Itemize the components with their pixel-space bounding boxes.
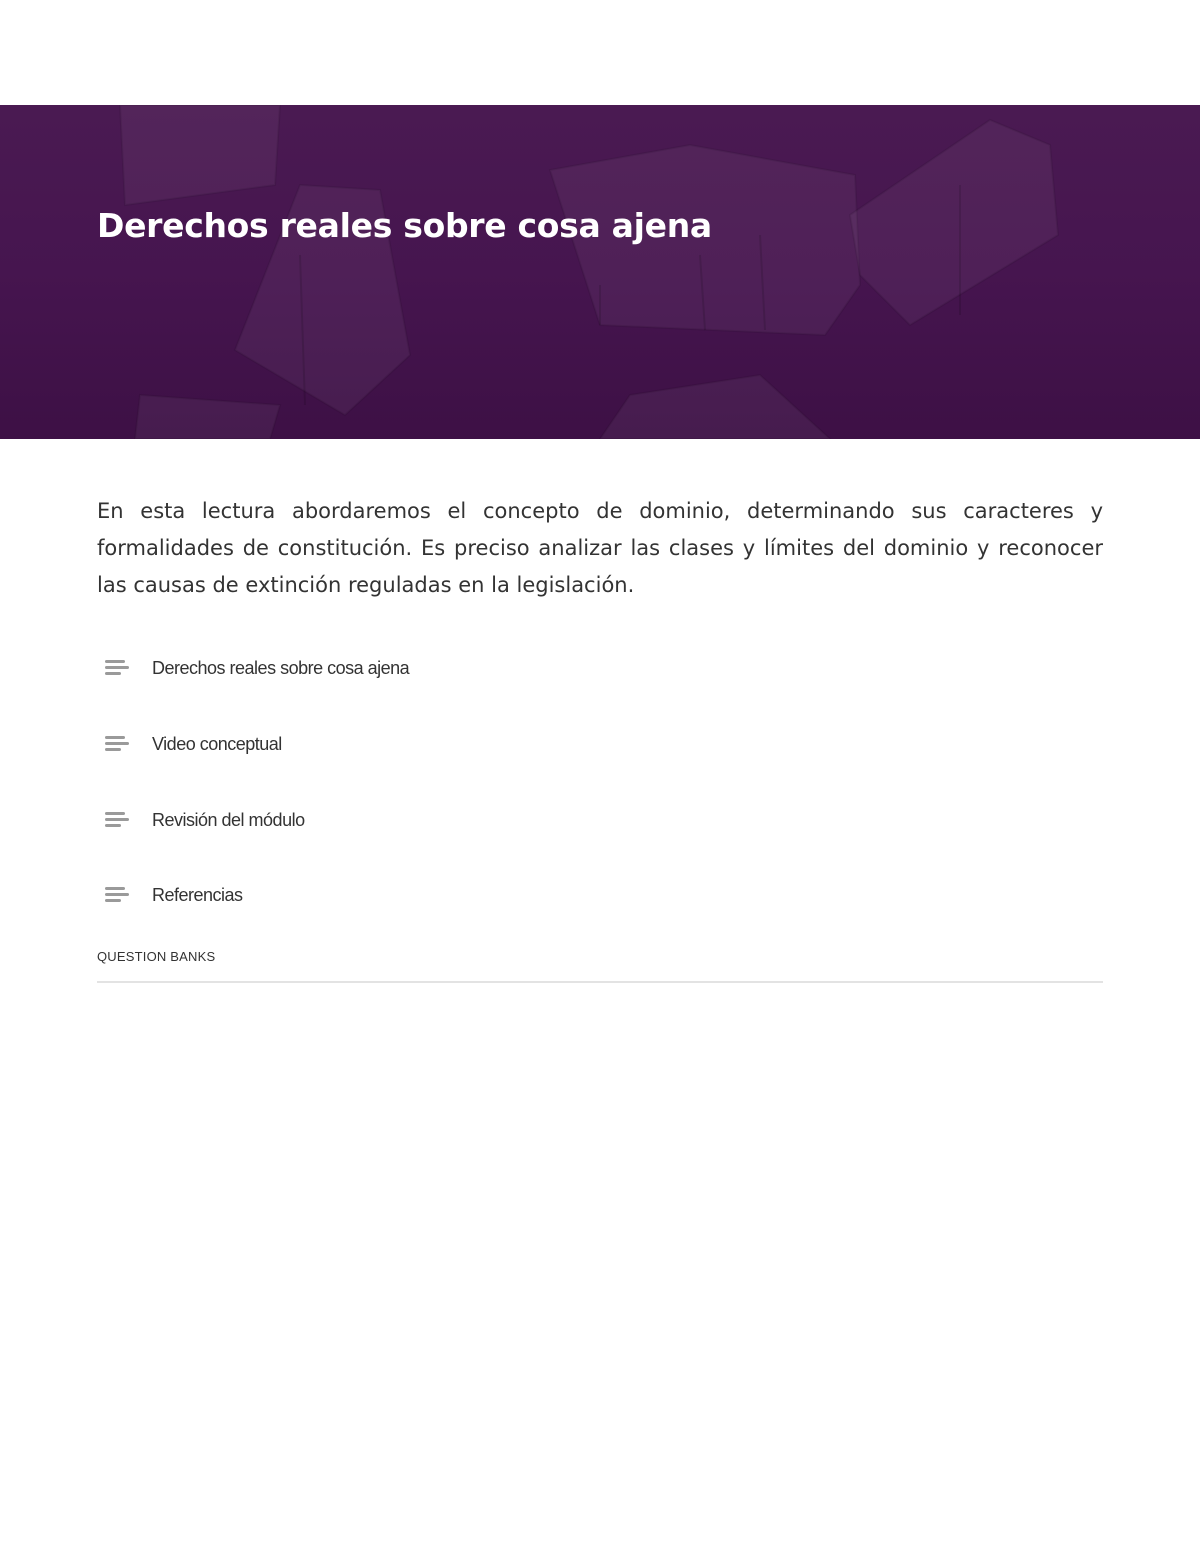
question-banks-heading: QUESTION BANKS [97,949,216,964]
text-lines-icon [105,885,129,905]
hero-banner [0,105,1200,439]
lesson-item-video-conceptual[interactable] [97,706,1103,782]
hero-background-image [0,105,1200,439]
text-lines-icon [105,734,129,754]
text-lines-icon [105,810,129,830]
lesson-label: Derechos reales sobre cosa ajena [152,657,410,678]
lesson-label: Video conceptual [152,733,282,754]
text-lines-icon [105,658,129,678]
intro-paragraph: En esta lectura abordaremos el concepto de dominio, determinando sus caracteres y formalidades de constitución. Es preciso analizar las clases y límites del dominio y reconocer las causas de extinción reguladas en la legislación. [97,499,1103,597]
lesson-item-referencias[interactable] [97,857,1103,933]
lesson-label: Revisión del módulo [152,809,305,830]
lesson-label: Referencias [152,884,243,905]
page-title: Derechos reales sobre cosa ajena [97,206,712,245]
question-banks-divider [97,981,1103,983]
lesson-item-derechos-reales[interactable] [97,630,1103,706]
lesson-item-revision-modulo[interactable] [97,782,1103,858]
